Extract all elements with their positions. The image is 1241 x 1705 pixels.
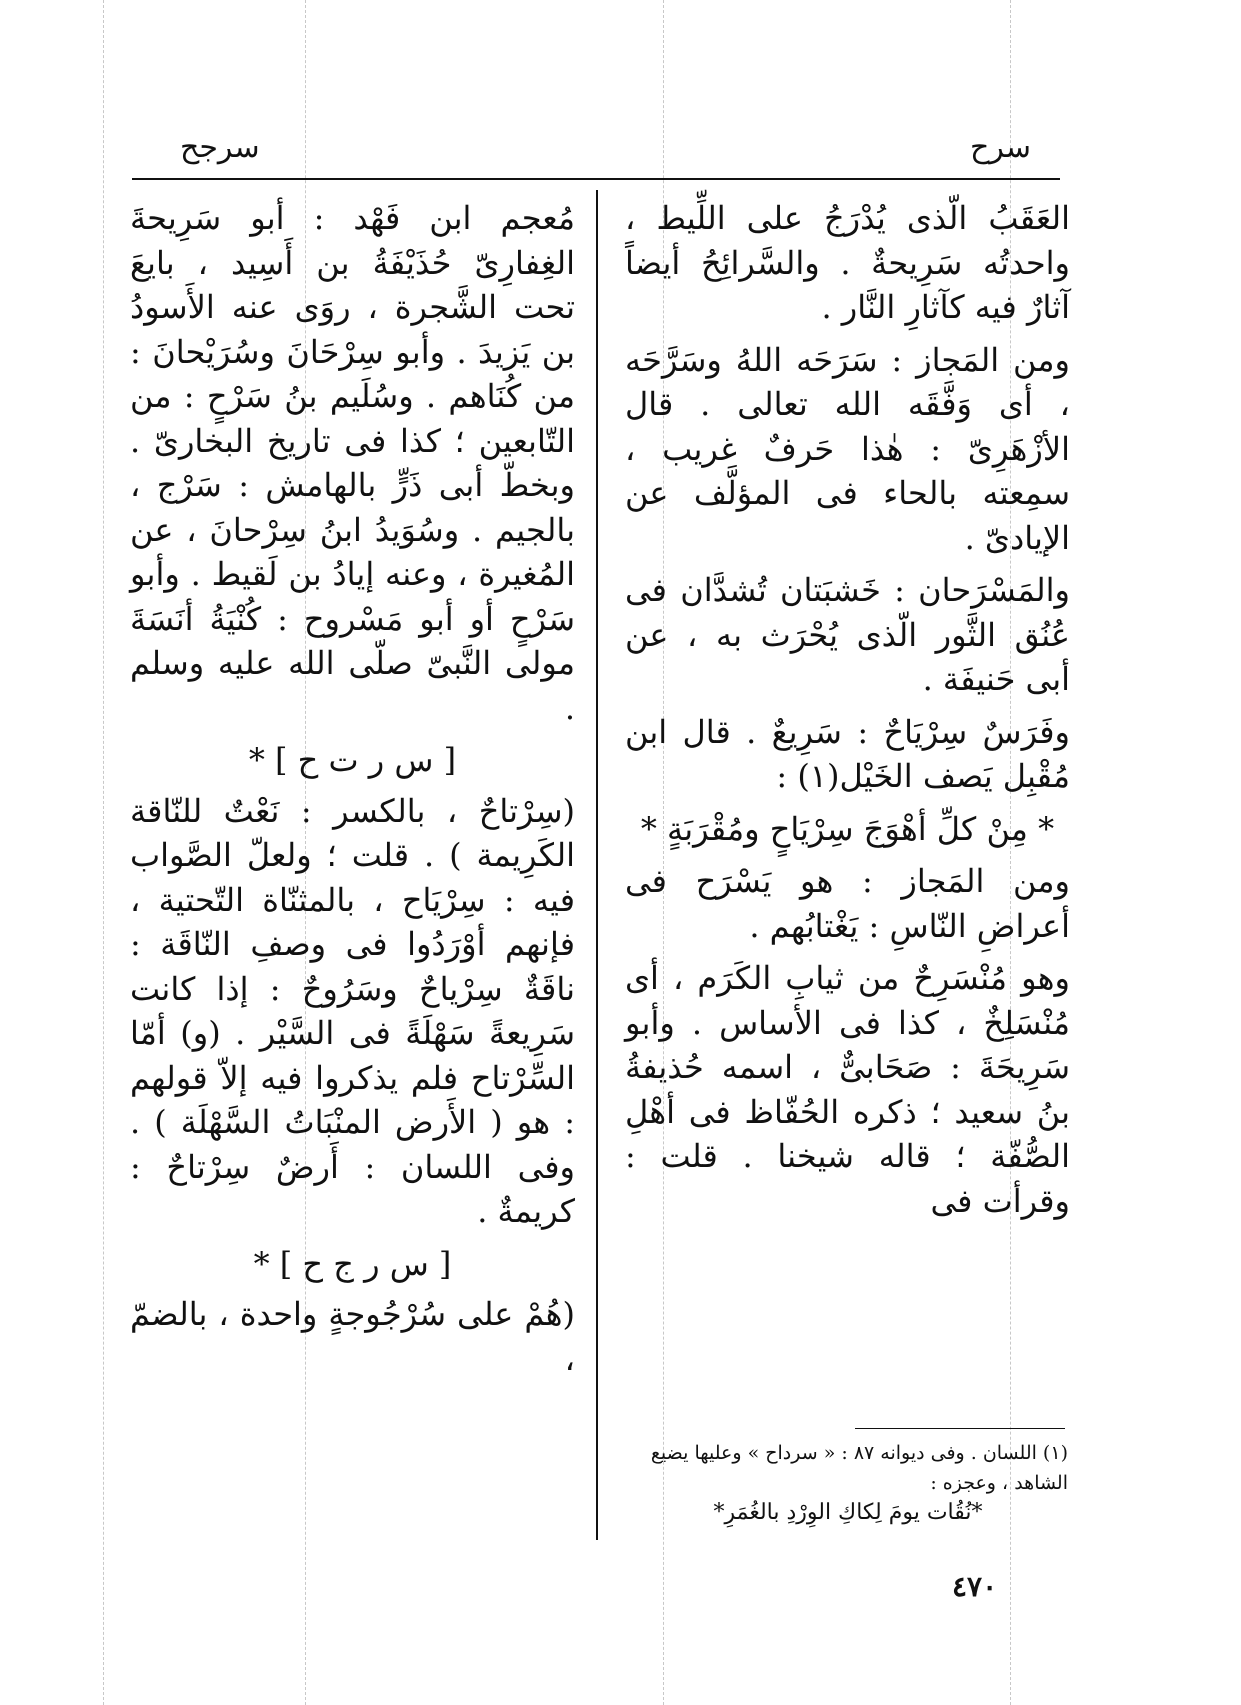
right-paragraph: ومن المَجاز : سَرَحَه اللهُ وسَرَّحَه ، أى وَفَّقَه الله تعالى . قال الأزْهَرِىّ : هٰذا حَرفٌ غريب ، سمِعته بالحاء فى المؤلَّف عن الإيادىّ .: [625, 340, 1070, 557]
left-column: [130, 196, 575, 1389]
page-number: ٤٧٠: [952, 1570, 998, 1603]
left-paragraph: (سِرْتاحٌ ، بالكسر : نَعْتٌ للنّاقة الكَرِيمة ) . قلت ؛ ولعلّ الصَّواب فيه : سِرْيَاح ، بالمثنّاة التّحتية ، فإنهم أوْرَدُوا فى وصفِ النّاقَة : ناقَةٌ سِرْياحٌ وسَرُوحٌ : إذا كانت سَرِيعةً سَهْلَةً فى السَّيْر . (و) أمّا السِّرْتاح فلم يذكروا فيه إلاّ قولهم : هو ( الأَرض المنْبَاتُ السَّهْلَة ) . وفى اللسان : أَرضٌ سِرْتاحٌ : كريمةٌ .: [130, 791, 575, 1230]
footnote-rule: [855, 1428, 1065, 1429]
footnote-verse: *نُقُات يومَ لِكاكِ الوِرْدِ بالغُمَرِ*: [713, 1500, 983, 1525]
footnote-line: الشاهد ، وعجزه :: [930, 1472, 1068, 1494]
verse-line: * مِنْ كلِّ أهْوَجَ سِرْيَاحٍ ومُقْرَبَةٍ *: [640, 809, 1055, 848]
left-paragraph: (هُمْ على سُرْجُوجةٍ واحدة ، بالضمّ ،: [130, 1295, 575, 1378]
footnote-line: (١) اللسان . وفى ديوانه ٨٧ : « سرداح » وعليها يضيع: [650, 1442, 1068, 1464]
header-right-word: سرح: [970, 130, 1032, 165]
left-paragraph: مُعجم ابن فَهْد : أبو سَرِيحةَ الغِفارِىّ حُذَيْفَةُ بن أَسِيد ، بايعَ تحت الشَّجرة ، روَى عنه الأَسودُ بن يَزيدَ . وأبو سِرْحَانَ وسُرَيْحانَ : من كُنَاهم . وسُلَيم بنُ سَرْحٍ : من التّابعين ؛ كذا فى تاريخ البخارىّ . وبخطّ أبى ذَرٍّ بالهامش : سَرْج ، بالجيم . وسُوَيدُ ابنُ سِرْحانَ ، عن المُغيرة ، وعنه إيادُ بن لَقيط . وأبو سَرْحٍ أو أبو مَسْروح : كُنْيَةُ أنَسَةَ مولى النَّبىّ صلّى الله عليه وسلم .: [130, 199, 575, 727]
right-paragraph: وهو مُنْسَرِحٌ من ثيابِ الكَرَم ، أى مُنْسَلِخٌ ، كذا فى الأساس . وأبو سَرِيحَةَ : صَحَابىٌّ ، اسمه حُذيفةُ بنُ سعيد ؛ ذكره الحُفّاظ فى أهْلِ الصُّفّة ؛ قاله شيخنا . قلت : وقرأت فى: [625, 959, 1070, 1220]
column-divider: [596, 190, 598, 1540]
right-paragraph: وفَرَسٌ سِرْيَاحٌ : سَرِيعٌ . قال ابن مُقْبِل يَصف الخَيْل(١) :: [625, 712, 1070, 795]
right-paragraph: والمَسْرَحان : خَشبَتان تُشدَّان فى عُنُق الثَّور الّذى يُحْرَث به ، عن أبى حَنيفَة .: [625, 571, 1070, 698]
right-paragraph: العَقَبُ الّذى يُدْرَجُ على اللِّيط ، واحدتُه سَرِيحةٌ . والسَّرائِحُ أيضاً آثارٌ فيه كآثارِ النَّار .: [625, 199, 1070, 326]
scan-guide-line: [103, 0, 104, 1705]
right-column: [625, 196, 1070, 1231]
footnote: [628, 1438, 1068, 1528]
header-left-word: سرجح: [180, 130, 260, 165]
header-rule: [132, 178, 1060, 180]
right-paragraph: ومن المَجاز : هو يَسْرَح فى أعراضِ النّاسِ : يَغْتابُهم .: [625, 862, 1070, 945]
entry-heading: [ س ر ج ح ] *: [253, 1244, 452, 1283]
entry-heading: [ س ر ت ح ] *: [248, 741, 457, 779]
